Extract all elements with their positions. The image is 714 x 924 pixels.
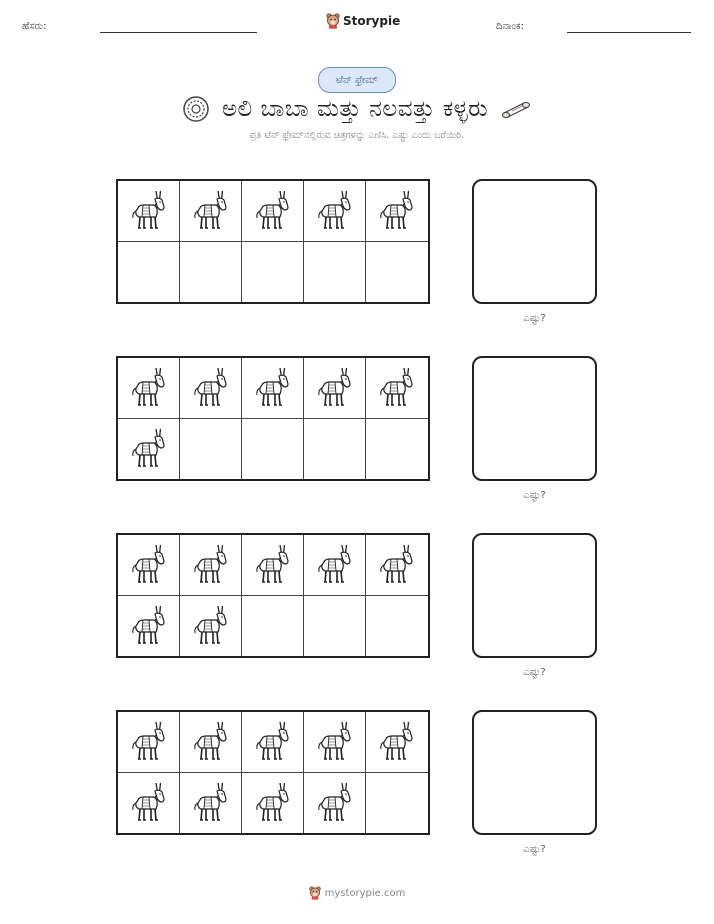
ten-frame-cell	[242, 181, 304, 242]
footer	[0, 886, 714, 900]
ten-frame-cell	[180, 242, 242, 303]
ten-frame-cell	[180, 596, 242, 657]
title-row	[0, 92, 714, 126]
ten-frame-cell	[118, 242, 180, 303]
ten-frame-cell	[242, 419, 304, 480]
ten-frame-cell	[118, 712, 180, 773]
ten-frame-cell	[366, 242, 428, 303]
ten-frame-cell	[180, 358, 242, 419]
ten-frame-cell	[366, 358, 428, 419]
ten-frame-cell	[118, 773, 180, 834]
name-line[interactable]	[100, 32, 257, 33]
ten-frame-cell	[366, 535, 428, 596]
donkey-icon	[377, 541, 417, 589]
ten-frame-cell	[180, 181, 242, 242]
ten-frame-cell	[242, 242, 304, 303]
ten-frame	[116, 533, 430, 658]
donkey-icon	[129, 602, 169, 650]
donkey-icon	[253, 364, 293, 412]
donkey-icon	[253, 779, 293, 827]
donkey-icon	[253, 187, 293, 235]
name-label: ಹೆಸರು:	[22, 21, 47, 32]
donkey-icon	[191, 779, 231, 827]
ten-frame	[116, 179, 430, 304]
donkey-icon	[191, 718, 231, 766]
donkey-icon	[253, 541, 293, 589]
ten-frame-cell	[304, 181, 366, 242]
ten-frame-cell	[118, 181, 180, 242]
answer-box[interactable]	[472, 710, 597, 835]
ten-frame-cell	[118, 596, 180, 657]
donkey-icon	[315, 718, 355, 766]
answer-box[interactable]	[472, 356, 597, 481]
worksheet-type-badge: ಟೆನ್ ಫ್ರೇಮ್	[318, 67, 396, 93]
how-many-label: ಎಷ್ಟು?	[523, 490, 546, 501]
ten-frame-cell	[304, 242, 366, 303]
ten-frame-cell	[366, 419, 428, 480]
ten-frame-cell	[118, 419, 180, 480]
donkey-icon	[191, 187, 231, 235]
ten-frame-cell	[242, 712, 304, 773]
how-many-label: ಎಷ್ಟು?	[523, 844, 546, 855]
donkey-icon	[315, 541, 355, 589]
instructions: ಪ್ರತಿ ಟೆನ್ ಫ್ರೇಮ್‌ನಲ್ಲಿರುವ ಚಿತ್ರಗಳನ್ನು ಎಣಿಸಿ. ಎಷ್ಟು ಎಂದು ಬರೆಯಿರಿ.	[249, 130, 465, 141]
date-label: ದಿನಾಂಕ:	[496, 21, 524, 32]
donkey-icon	[191, 541, 231, 589]
ten-frame-cell	[304, 596, 366, 657]
donkey-icon	[315, 364, 355, 412]
donkey-icon	[315, 779, 355, 827]
ten-frame	[116, 356, 430, 481]
scroll-icon	[500, 98, 532, 120]
ten-frame-cell	[180, 535, 242, 596]
donkey-icon	[377, 718, 417, 766]
ten-frame-cell	[366, 712, 428, 773]
donkey-icon	[129, 718, 169, 766]
donkey-icon	[253, 718, 293, 766]
ten-frame-cell	[118, 535, 180, 596]
brand-logo	[326, 13, 400, 29]
ten-frame-cell	[242, 535, 304, 596]
date-line[interactable]	[567, 32, 691, 33]
answer-box[interactable]	[472, 179, 597, 304]
how-many-label: ಎಷ್ಟು?	[523, 667, 546, 678]
donkey-icon	[191, 364, 231, 412]
how-many-label: ಎಷ್ಟು?	[523, 313, 546, 324]
ten-frame-cell	[304, 773, 366, 834]
ten-frame-cell	[366, 773, 428, 834]
coin-icon	[182, 95, 210, 123]
donkey-icon	[377, 187, 417, 235]
ten-frame-cell	[242, 596, 304, 657]
donkey-icon	[129, 364, 169, 412]
ten-frame-cell	[304, 358, 366, 419]
donkey-icon	[129, 779, 169, 827]
footer-url: mystorypie.com	[324, 887, 406, 899]
bear-mascot-icon	[326, 13, 340, 29]
ten-frame-cell	[180, 712, 242, 773]
donkey-icon	[377, 364, 417, 412]
ten-frame-cell	[304, 535, 366, 596]
bear-mascot-icon	[309, 886, 321, 900]
donkey-icon	[129, 425, 169, 473]
ten-frame-cell	[180, 773, 242, 834]
ten-frame-cell	[242, 773, 304, 834]
ten-frame	[116, 710, 430, 835]
brand-name: Storypie	[343, 14, 401, 28]
ten-frame-cell	[304, 712, 366, 773]
ten-frame-cell	[366, 596, 428, 657]
ten-frame-cell	[242, 358, 304, 419]
ten-frame-cell	[180, 419, 242, 480]
ten-frame-cell	[366, 181, 428, 242]
ten-frame-cell	[118, 358, 180, 419]
donkey-icon	[129, 187, 169, 235]
donkey-icon	[129, 541, 169, 589]
donkey-icon	[191, 602, 231, 650]
worksheet-title: ಅಲಿ ಬಾಬಾ ಮತ್ತು ನಲವತ್ತು ಕಳ್ಳರು	[221, 96, 489, 122]
ten-frame-cell	[304, 419, 366, 480]
donkey-icon	[315, 187, 355, 235]
answer-box[interactable]	[472, 533, 597, 658]
